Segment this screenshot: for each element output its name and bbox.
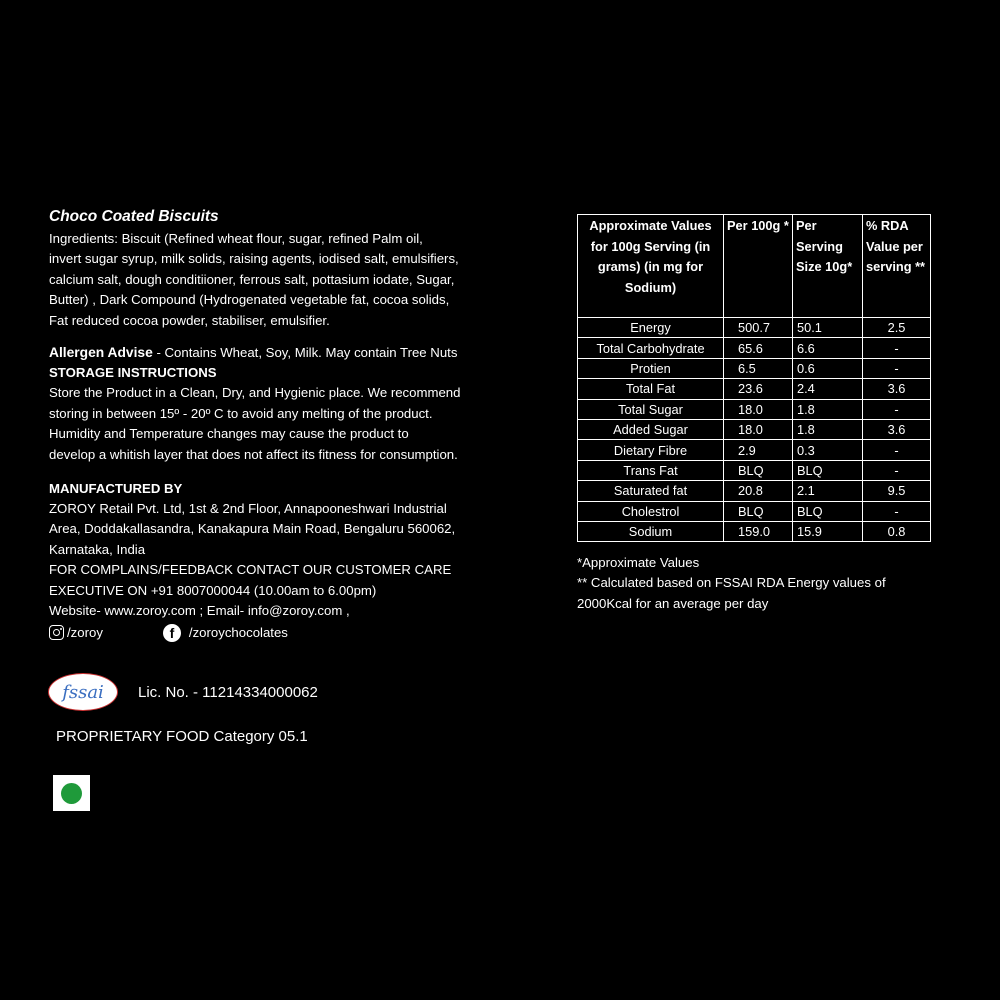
- storage-line: Store the Product in a Clean, Dry, and Hygienic place. We recommend: [49, 385, 461, 401]
- per-100g-value: 20.8: [724, 481, 793, 501]
- nutrition-header-rda: % RDA Value per serving **: [863, 215, 931, 318]
- manufacturer-details: [49, 499, 529, 621]
- manufacturer-line: Karnataka, India: [49, 541, 146, 557]
- storage-instructions: [49, 383, 529, 465]
- fssai-license: [48, 673, 318, 711]
- table-row: [578, 460, 931, 480]
- per-100g-value: 18.0: [724, 419, 793, 439]
- manufacturer-line: ZOROY Retail Pvt. Ltd, 1st & 2nd Floor, Annapooneshwari Industrial: [49, 501, 447, 517]
- instagram-handle: /zoroy: [67, 624, 103, 640]
- ingredients-line: invert sugar syrup, milk solids, raising agents, iodised salt, emulsifiers,: [49, 251, 459, 267]
- rda-value: -: [863, 399, 931, 419]
- manufacturer-heading: MANUFACTURED BY: [49, 481, 183, 497]
- rda-value: -: [863, 501, 931, 521]
- note-line: 2000Kcal for an average per day: [577, 595, 769, 611]
- nutrient-name: Added Sugar: [578, 419, 724, 439]
- rda-value: -: [863, 460, 931, 480]
- license-number: Lic. No. - 11214334000062: [138, 683, 318, 701]
- table-row: [578, 399, 931, 419]
- per-serving-value: 15.9: [793, 521, 863, 541]
- nutrition-header-per-serving: Per Serving Size 10g*: [793, 215, 863, 318]
- instagram-icon: [49, 625, 64, 640]
- ingredients-line: Ingredients: Biscuit (Refined wheat flour, sugar, refined Palm oil,: [49, 231, 423, 246]
- rda-value: 3.6: [863, 419, 931, 439]
- nutrient-name: Total Sugar: [578, 399, 724, 419]
- table-row: [578, 379, 931, 399]
- per-serving-value: 0.6: [793, 358, 863, 378]
- ingredients: [49, 229, 529, 331]
- veg-symbol-icon: [53, 775, 90, 811]
- nutrient-name: Total Carbohydrate: [578, 338, 724, 358]
- nutrient-name: Dietary Fibre: [578, 440, 724, 460]
- nutrition-header-row: [578, 215, 931, 318]
- per-100g-value: 159.0: [724, 521, 793, 541]
- rda-value: 0.8: [863, 521, 931, 541]
- table-row: [578, 501, 931, 521]
- ingredients-line: Fat reduced cocoa powder, stabiliser, emulsifier.: [49, 312, 330, 328]
- per-100g-value: 6.5: [724, 358, 793, 378]
- nutrition-table-body: [578, 318, 931, 542]
- per-100g-value: 2.9: [724, 440, 793, 460]
- allergen-advise: [49, 343, 529, 363]
- nutrient-name: Cholestrol: [578, 501, 724, 521]
- rda-value: 2.5: [863, 318, 931, 338]
- manufacturer-line: EXECUTIVE ON +91 8007000044 (10.00am to 6.00pm): [49, 582, 377, 598]
- storage-line: develop a whitish layer that does not affect its fitness for consumption.: [49, 446, 458, 462]
- rda-value: 3.6: [863, 379, 931, 399]
- veg-dot: [61, 783, 82, 804]
- table-row: [578, 481, 931, 501]
- ingredients-line: Butter) , Dark Compound (Hydrogenated vegetable fat, cocoa solids,: [49, 292, 450, 308]
- storage-line: Humidity and Temperature changes may cause the product to: [49, 426, 409, 442]
- social-links: [49, 623, 529, 643]
- per-100g-value: 500.7: [724, 318, 793, 338]
- per-serving-value: 50.1: [793, 318, 863, 338]
- allergen-label: Allergen Advise: [49, 345, 153, 361]
- per-100g-value: 23.6: [724, 379, 793, 399]
- rda-value: 9.5: [863, 481, 931, 501]
- food-category: PROPRIETARY FOOD Category 05.1: [56, 728, 308, 745]
- table-row: [578, 318, 931, 338]
- rda-value: -: [863, 338, 931, 358]
- per-serving-value: 1.8: [793, 419, 863, 439]
- storage-heading: STORAGE INSTRUCTIONS: [49, 365, 217, 381]
- manufacturer-line: Website- www.zoroy.com ; Email- info@zoroy.com ,: [49, 603, 350, 619]
- rda-value: -: [863, 358, 931, 378]
- product-title: Choco Coated Biscuits: [49, 208, 219, 225]
- rda-value: -: [863, 440, 931, 460]
- nutrient-name: Saturated fat: [578, 481, 724, 501]
- nutrition-notes: [577, 553, 957, 614]
- per-serving-value: 2.4: [793, 379, 863, 399]
- nutrition-header-per-100g: Per 100g *: [724, 215, 793, 318]
- per-serving-value: 2.1: [793, 481, 863, 501]
- manufacturer-line: Area, Doddakallasandra, Kanakapura Main Road, Bengaluru 560062,: [49, 521, 456, 537]
- fssai-logo: fssai: [48, 673, 118, 711]
- per-100g-value: BLQ: [724, 501, 793, 521]
- nutrient-name: Total Fat: [578, 379, 724, 399]
- per-100g-value: 18.0: [724, 399, 793, 419]
- nutrition-table: [577, 214, 931, 542]
- table-row: [578, 521, 931, 541]
- per-serving-value: 0.3: [793, 440, 863, 460]
- table-row: [578, 419, 931, 439]
- facebook-icon: f: [163, 624, 181, 642]
- note-line: ** Calculated based on FSSAI RDA Energy values of: [577, 575, 886, 591]
- ingredients-line: calcium salt, dough conditiioner, ferrous salt, pottasium iodate, Sugar,: [49, 271, 455, 287]
- per-100g-value: BLQ: [724, 460, 793, 480]
- table-row: [578, 358, 931, 378]
- nutrient-name: Protien: [578, 358, 724, 378]
- allergen-text: - Contains Wheat, Soy, Milk. May contain Tree Nuts: [152, 345, 458, 361]
- per-serving-value: BLQ: [793, 501, 863, 521]
- nutrient-name: Trans Fat: [578, 460, 724, 480]
- table-row: [578, 440, 931, 460]
- per-serving-value: BLQ: [793, 460, 863, 480]
- product-info: [49, 207, 529, 643]
- table-row: [578, 338, 931, 358]
- storage-line: storing in between 15º - 20º C to avoid any melting of the product.: [49, 405, 433, 421]
- note-line: *Approximate Values: [577, 555, 700, 570]
- per-100g-value: 65.6: [724, 338, 793, 358]
- per-serving-value: 1.8: [793, 399, 863, 419]
- per-serving-value: 6.6: [793, 338, 863, 358]
- nutrition-header-nutrient: Approximate Values for 100g Serving (in grams) (in mg for Sodium): [578, 215, 724, 318]
- nutrient-name: Energy: [578, 318, 724, 338]
- nutrient-name: Sodium: [578, 521, 724, 541]
- manufacturer-line: FOR COMPLAINS/FEEDBACK CONTACT OUR CUSTOMER CARE: [49, 562, 452, 578]
- facebook-handle: /zoroychocolates: [188, 624, 288, 640]
